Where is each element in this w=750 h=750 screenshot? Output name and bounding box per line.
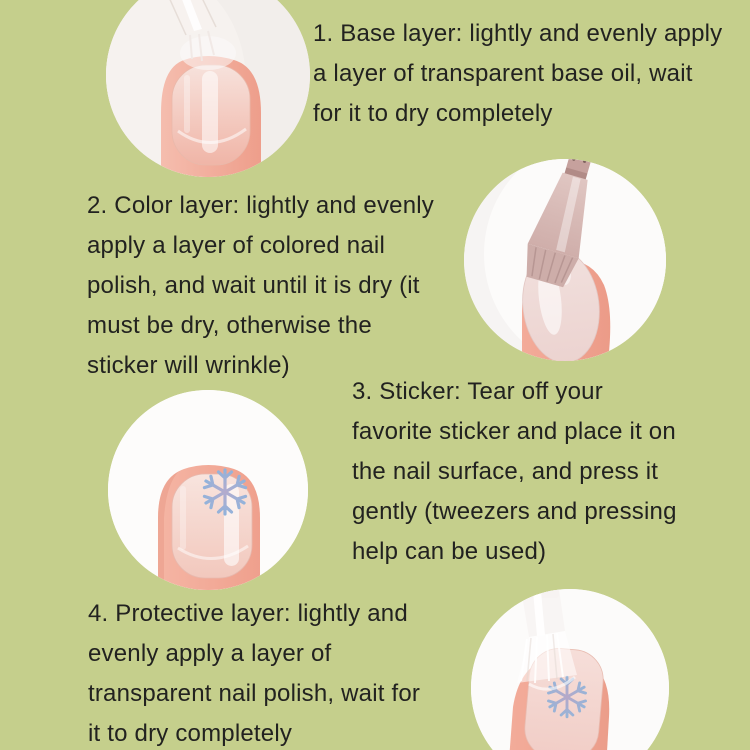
photo-step-2-color-polish xyxy=(464,159,666,361)
photo-step-1-base-coat xyxy=(106,0,310,177)
step-1-text xyxy=(313,14,722,134)
step-2-text xyxy=(87,186,434,386)
step-1-line: a layer of transparent base oil, wait xyxy=(313,60,693,87)
nail xyxy=(172,474,252,578)
nail xyxy=(172,65,250,165)
step-3-line: 3. Sticker: Tear off your xyxy=(352,378,603,405)
step-4-line: transparent nail polish, wait for xyxy=(88,680,421,707)
step-2-line: apply a layer of colored nail xyxy=(87,232,385,259)
step-4-line: evenly apply a layer of xyxy=(88,640,332,667)
step-3-text xyxy=(352,372,677,572)
step-2-line: must be dry, otherwise the xyxy=(87,312,372,339)
step-2-line: polish, and wait until it is dry (it xyxy=(87,272,420,299)
step-4-text xyxy=(88,594,420,750)
step-2-line: 2. Color layer: lightly and evenly xyxy=(87,192,434,219)
step-3-line: favorite sticker and place it on xyxy=(352,418,676,445)
step-3-line: gently (tweezers and pressing xyxy=(352,498,677,525)
photo-step-3-sticker xyxy=(108,390,308,590)
step-3-line: the nail surface, and press it xyxy=(352,458,659,485)
step-4-line: it to dry completely xyxy=(88,720,293,747)
step-2-line: sticker will wrinkle) xyxy=(87,352,290,379)
step-1-line: 1. Base layer: lightly and evenly apply xyxy=(313,20,723,47)
step-3-line: help can be used) xyxy=(352,538,547,565)
step-1-line: for it to dry completely xyxy=(313,100,553,127)
step-4-line: 4. Protective layer: lightly and xyxy=(88,600,408,627)
photo-step-4-top-coat xyxy=(471,589,669,750)
